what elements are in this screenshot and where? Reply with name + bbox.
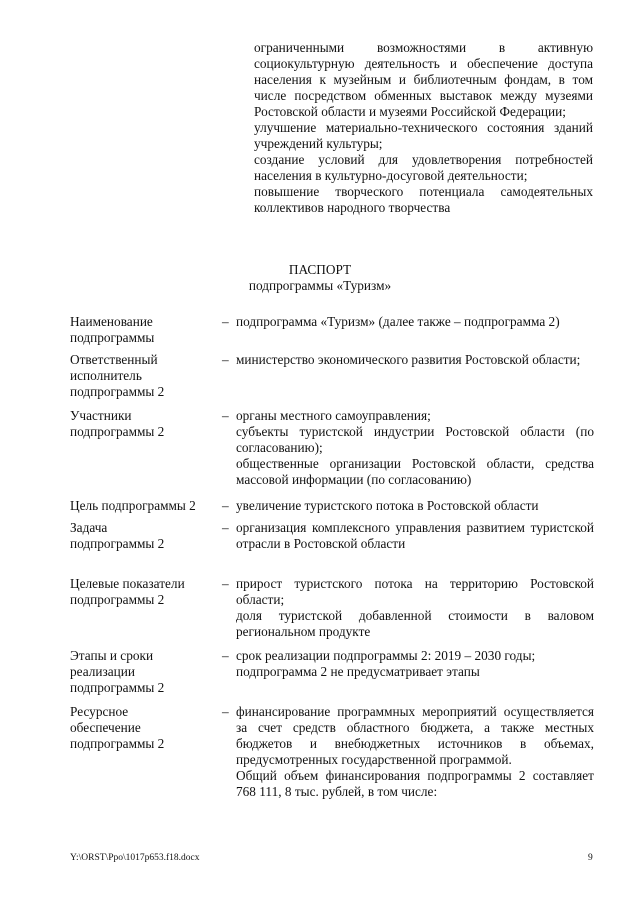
row-label: Участники подпрограммы 2 [70, 408, 165, 439]
row-label: Целевые показатели подпрограммы 2 [70, 576, 185, 607]
row-paragraph: увеличение туристского потока в Ростовской области [236, 498, 539, 513]
row-dash: – [222, 576, 229, 591]
row-content [236, 314, 594, 330]
intro-paragraph: улучшение материально-технического состояния зданий учреждений культуры; [254, 120, 593, 151]
row-content [236, 648, 594, 680]
row-dash: – [222, 648, 229, 663]
row-label: Наименование подпрограммы [70, 314, 155, 345]
intro-text-block [254, 40, 593, 216]
footer-file-path: Y:\ORST\Ppo\1017p653.f18.docx [70, 853, 200, 863]
row-label: Задача подпрограммы 2 [70, 520, 165, 551]
row-paragraph: подпрограмма «Туризм» (далее также – подпрограмма 2) [236, 314, 560, 329]
row-content [236, 520, 594, 552]
row-dash: – [222, 408, 229, 423]
footer-page-number: 9 [588, 853, 593, 863]
row-paragraph: министерство экономического развития Ростовской области; [236, 352, 581, 367]
row-dash: – [222, 352, 229, 367]
row-label: Ресурсное обеспечение подпрограммы 2 [70, 704, 165, 751]
intro-paragraph: ограниченными возможностями в активную социокультурную деятельность и обеспечение доступа населения к музейным и библиотечным фондам, в том числе посредством обменных выставок между музеями Ростовской области и музеями Российской Федерации; [254, 40, 593, 119]
row-content [236, 352, 594, 368]
row-paragraph: органы местного самоуправления; [236, 408, 431, 423]
row-label: Этапы и сроки реализации подпрограммы 2 [70, 648, 165, 695]
row-dash: – [222, 314, 229, 329]
intro-paragraph: создание условий для удовлетворения потребностей населения в культурно-досуговой деятельности; [254, 152, 593, 183]
row-content [236, 576, 594, 640]
row-paragraph: подпрограмма 2 не предусматривает этапы [236, 664, 480, 679]
row-dash: – [222, 704, 229, 719]
passport-title: ПАСПОРТ [288, 262, 352, 277]
row-paragraph: финансирование программных мероприятий осуществляется за счет средств областного бюджета, а также местных бюджетов и внебюджетных источников в объемах, предусмотренных государственной программой. [236, 704, 594, 767]
row-dash: – [222, 520, 229, 535]
row-paragraph: общественные организации Ростовской области, средства массовой информации (по согласованию) [236, 456, 594, 487]
row-dash: – [222, 498, 229, 513]
row-content [236, 704, 594, 800]
row-paragraph: доля туристской добавленной стоимости в валовом региональном продукте [236, 608, 594, 639]
row-label: Ответственный исполнитель подпрограммы 2 [70, 352, 165, 399]
intro-paragraph: повышение творческого потенциала самодеятельных коллективов народного творчества [254, 184, 593, 215]
row-paragraph: срок реализации подпрограммы 2: 2019 – 2030 годы; [236, 648, 536, 663]
row-paragraph: прирост туристского потока на территорию Ростовской области; [236, 576, 594, 607]
row-paragraph: Общий объем финансирования подпрограммы 2 составляет 768 111, 8 тыс. рублей, в том числе: [236, 768, 594, 799]
row-paragraph: субъекты туристской индустрии Ростовской области (по согласованию); [236, 424, 594, 455]
row-label: Цель подпрограммы 2 [70, 498, 196, 513]
row-content [236, 498, 594, 514]
row-content [236, 408, 594, 488]
row-paragraph: организация комплексного управления развитием туристской отрасли в Ростовской области [236, 520, 594, 551]
passport-subtitle: подпрограммы «Туризм» [248, 278, 392, 293]
